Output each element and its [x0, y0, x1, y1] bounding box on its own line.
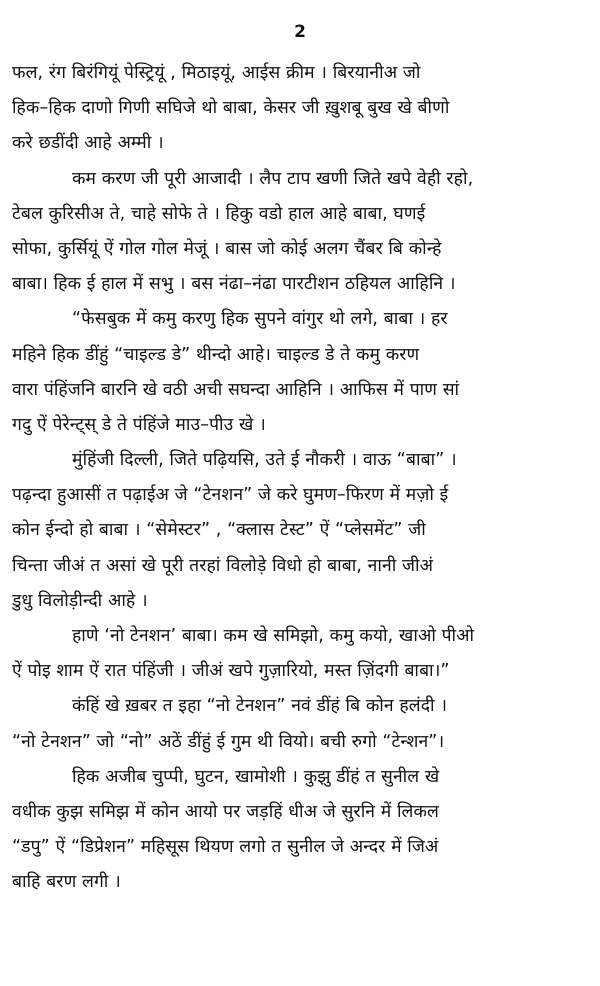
text-line: कंहिं खे ख़बर त इहा “नो टेनशन” नवं डींहं बि कोन हलंदी । — [72, 696, 448, 717]
text-line: करे छडींदी आहे अम्मी । — [12, 133, 164, 154]
text-line: सोफा, कुर्सियूं ऐं गोल गोल मेजूं । बास जो कोई अलग चैंबर बि कोन्हे — [12, 238, 442, 259]
text-line: टेबल कुरिसीअ ते, चाहे सोफे ते । हिकु वडो हाल आहे बाबा, घणई — [12, 203, 426, 224]
text-line: चिन्ता जीअं त असां खे पूरी तरहां विलोड़े विधो हो बाबा, नानी जीअं — [12, 555, 434, 576]
text-line: बाबा। हिक ई हाल में सभु । बस नंढा–नंढा पारटीशन ठहियल आहिनि । — [12, 274, 456, 295]
text-line: वधीक कुझ समिझ में कोन आयो पर जड़हिं धीअ जे सुरनि में लिकल — [12, 801, 439, 822]
text-line: मुंहिंजी दिल्ली, जिते पढ़ियसि, उते ई नौकरी । वाऊ “बाबा” । — [72, 450, 457, 471]
text-line: वारा पंहिंजनि बारनि खे वठी अची सघन्दा आहिनि । आफिस में पाण सां — [12, 379, 460, 400]
text-line: डुधु विलोड़ीन्दी आहे । — [12, 590, 148, 611]
text-line: बाहि बरण लगी । — [12, 872, 121, 893]
text-line: कम करण जी पूरी आजादी । लैप टाप खणी जिते खपे वेही रहो, — [72, 168, 474, 189]
text-line: “फेसबुक में कमु करणु हिक सुपने वांगुर थो लगे, बाबा । हर — [72, 309, 448, 330]
page-number: 2 — [294, 22, 306, 42]
text-line: हिक–हिक दाणो गिणी सघिजे थो बाबा, केसर जी ख़ुशबू बुख खे बीणो — [12, 98, 450, 119]
text-line: “नो टेनशन” जो “नो” अठें डींहुं ई गुम थी वियो। बची रुगो “टेन्शन”। — [12, 731, 445, 752]
text-line: गदु ऐं पेरेन्ट्स् डे ते पंहिंजे माउ–पीउ खे । — [12, 414, 266, 435]
text-line: हाणे ‘नो टेनशन’ बाबा। कम खे समिझो, कमु कयो, खाओ पीओ — [72, 626, 475, 646]
text-line: फल, रंग बिरंगियूं पेस्ट्रियूं , मिठाइयूं, आईस क्रीम । बिरयानीअ जो — [12, 63, 421, 83]
body-text — [12, 56, 592, 901]
text-line: ऐं पोइ शाम ऐं रात पंहिंजी । जीअं खपे गुज़ारियो, मस्त ज़िंदगी बाबा।” — [12, 661, 450, 682]
text-line: हिक अजीब चुप्पी, घुटन, खामोशी । कुझु डींहं त सुनील खे — [72, 766, 440, 787]
text-line: महिने हिक डींहुं “चाइल्ड डे” थीन्दो आहे। चाइल्ड डे ते कमु करण — [12, 344, 420, 365]
text-line: कोन ईन्दो हो बाबा । “सेमेस्टर” , “क्लास टेस्ट” ऐं “प्लेसमेंट” जी — [12, 520, 426, 541]
text-line: “डपु” ऐं “डिप्रेशन” महिसूस थियण लगो त सुनील जे अन्दर में जिअं — [12, 837, 439, 858]
text-line: पढ़न्दा हुआसीं त पढ़ाईअ जे “टेनशन” जे करे घुमण–फिरण में मज़ो ई — [12, 485, 449, 506]
